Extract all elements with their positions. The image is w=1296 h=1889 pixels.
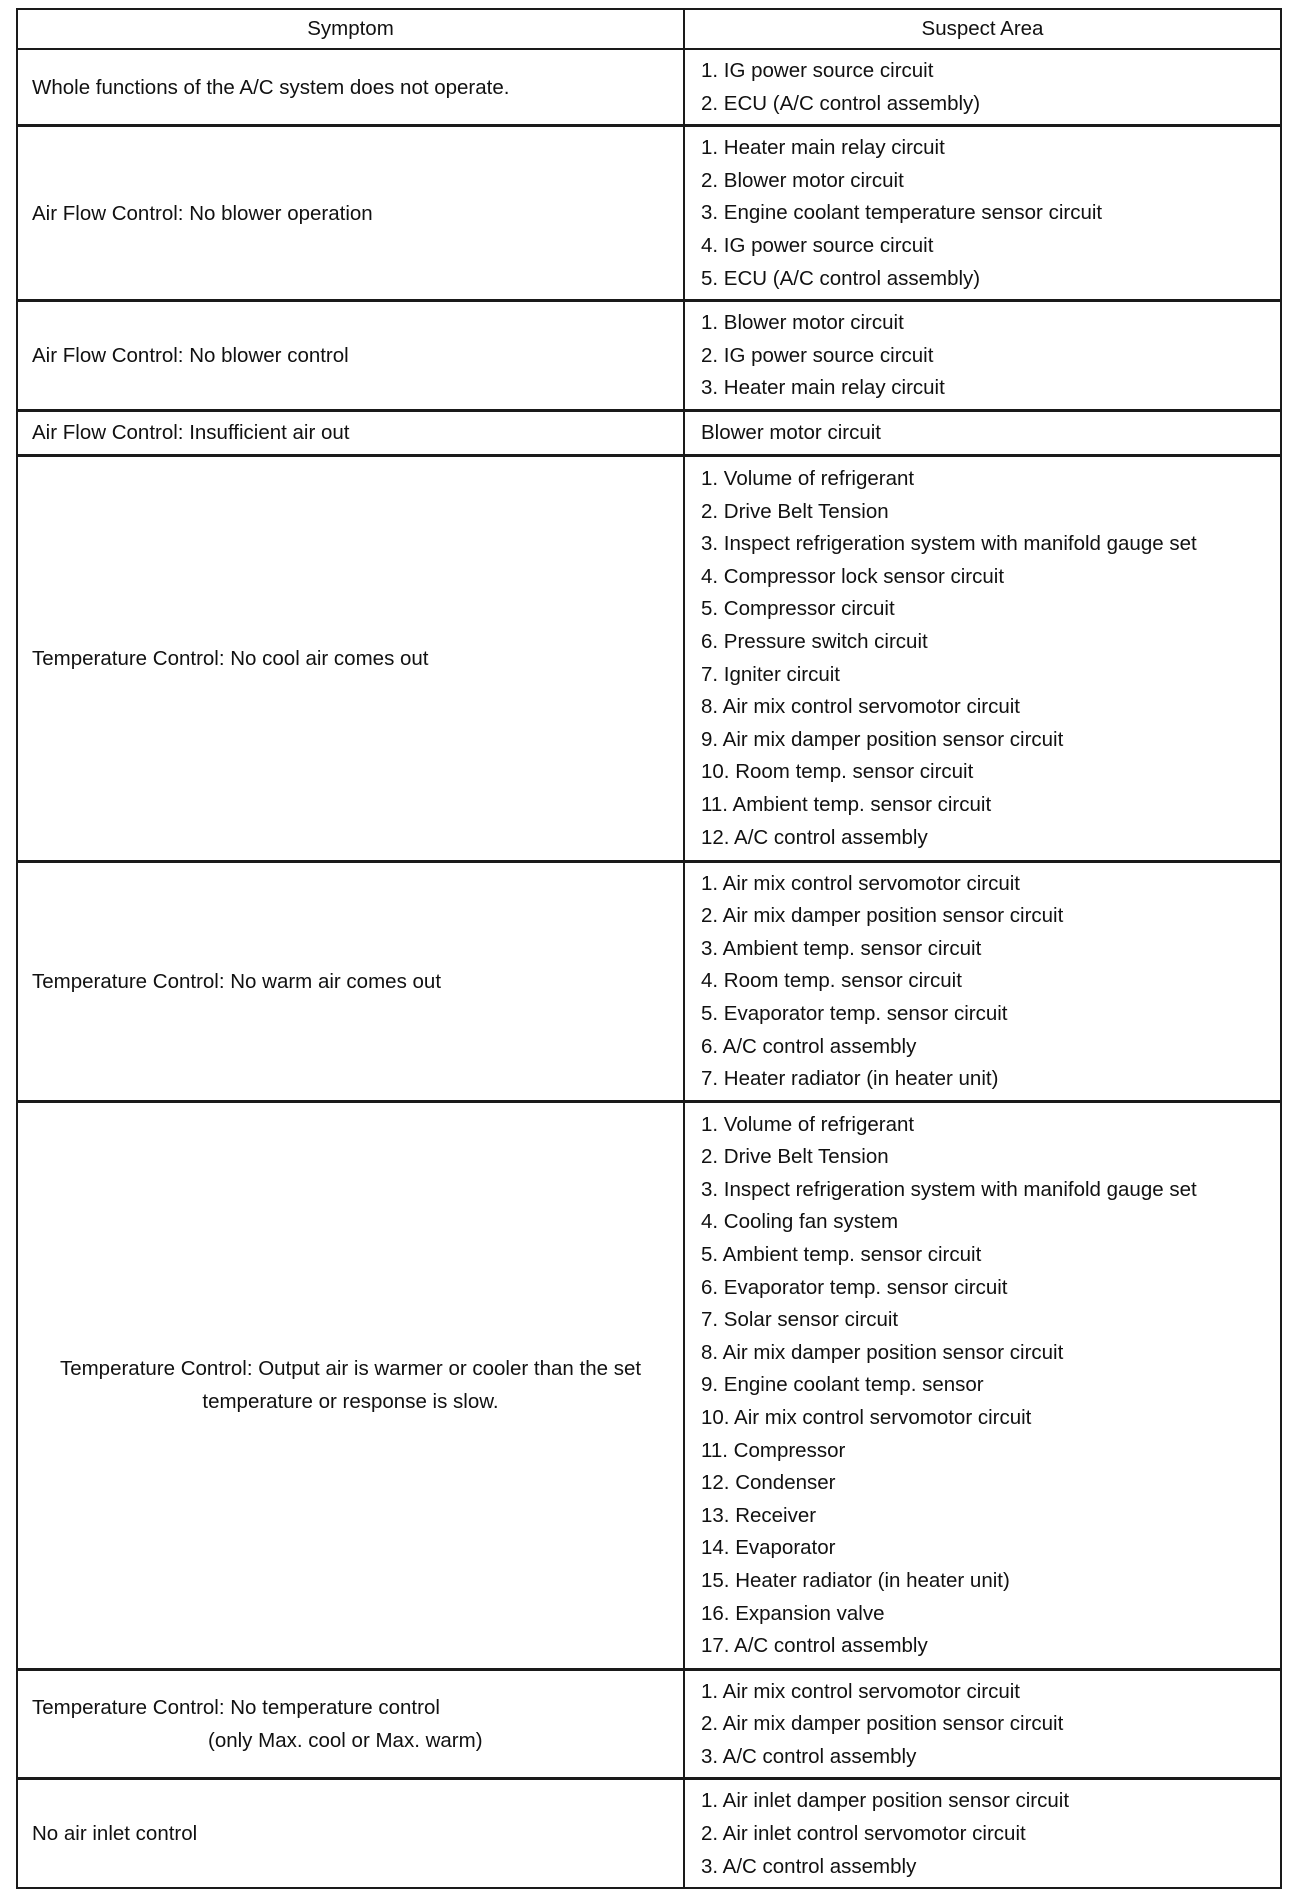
suspect-area-cell bbox=[684, 49, 1281, 126]
suspect-item: 14. Evaporator bbox=[701, 1536, 836, 1560]
table-row bbox=[17, 126, 1281, 301]
suspect-item: 10. Room temp. sensor circuit bbox=[701, 760, 974, 784]
table-row bbox=[17, 861, 1281, 1101]
suspect-item: 7. Heater radiator (in heater unit) bbox=[701, 1067, 999, 1091]
suspect-item: 9. Air mix damper position sensor circuit bbox=[701, 727, 1064, 751]
suspect-item: 1. Volume of refrigerant bbox=[701, 466, 915, 490]
symptom-text: Air Flow Control: No blower control bbox=[32, 344, 349, 368]
suspect-item: 2. IG power source circuit bbox=[701, 343, 934, 367]
symptom-text: Temperature Control: No warm air comes out bbox=[32, 969, 442, 993]
suspect-item: Blower motor circuit bbox=[701, 420, 881, 444]
symptom-text-continued: temperature or response is slow. bbox=[202, 1390, 499, 1414]
suspect-item: 10. Air mix control servomotor circuit bbox=[701, 1405, 1032, 1429]
suspect-item: 5. Evaporator temp. sensor circuit bbox=[701, 1001, 1008, 1025]
suspect-area-cell bbox=[684, 1101, 1281, 1669]
suspect-area-cell bbox=[684, 410, 1281, 455]
suspect-item: 2. Air inlet control servomotor circuit bbox=[701, 1822, 1026, 1846]
suspect-item: 8. Air mix control servomotor circuit bbox=[701, 695, 1020, 719]
symptom-cell bbox=[17, 1669, 684, 1779]
table-row bbox=[17, 1669, 1281, 1779]
suspect-item: 8. Air mix damper position sensor circuit bbox=[701, 1340, 1064, 1364]
suspect-item: 2. Blower motor circuit bbox=[701, 168, 904, 192]
suspect-item: 7. Solar sensor circuit bbox=[701, 1308, 899, 1332]
table-header-row bbox=[17, 9, 1281, 49]
suspect-item: 3. Engine coolant temperature sensor circuit bbox=[701, 201, 1103, 225]
suspect-item: 4. Room temp. sensor circuit bbox=[701, 969, 962, 993]
suspect-item: 4. Compressor lock sensor circuit bbox=[701, 564, 1005, 588]
suspect-item: 11. Compressor bbox=[701, 1438, 846, 1462]
suspect-area-cell bbox=[684, 126, 1281, 301]
suspect-item: 1. Blower motor circuit bbox=[701, 311, 904, 335]
suspect-item: 6. Evaporator temp. sensor circuit bbox=[701, 1275, 1008, 1299]
suspect-item: 5. Compressor circuit bbox=[701, 597, 895, 621]
symptom-text-continued: (only Max. cool or Max. warm) bbox=[208, 1729, 483, 1753]
suspect-item: 2. Drive Belt Tension bbox=[701, 1145, 889, 1169]
symptom-text: Temperature Control: Output air is warmer or cooler than the set bbox=[59, 1357, 642, 1381]
symptom-cell bbox=[17, 301, 684, 411]
suspect-item: 12. A/C control assembly bbox=[701, 825, 928, 849]
suspect-area-cell bbox=[684, 1669, 1281, 1779]
symptom-text: No air inlet control bbox=[32, 1822, 198, 1846]
suspect-item: 5. Ambient temp. sensor circuit bbox=[701, 1243, 982, 1267]
symptom-cell bbox=[17, 410, 684, 455]
table-row bbox=[17, 301, 1281, 411]
symptom-text: Air Flow Control: No blower operation bbox=[32, 201, 373, 225]
suspect-item: 2. Air mix damper position sensor circuit bbox=[701, 1712, 1064, 1736]
suspect-area-cell bbox=[684, 301, 1281, 411]
symptom-cell bbox=[17, 49, 684, 126]
suspect-item: 1. IG power source circuit bbox=[701, 59, 934, 82]
suspect-item: 4. IG power source circuit bbox=[701, 233, 934, 257]
suspect-item: 3. A/C control assembly bbox=[701, 1854, 917, 1878]
suspect-item: 9. Engine coolant temp. sensor bbox=[701, 1373, 984, 1397]
symptom-text: Temperature Control: No cool air comes out bbox=[32, 646, 429, 670]
table-row bbox=[17, 1101, 1281, 1669]
suspect-item: 6. A/C control assembly bbox=[701, 1034, 917, 1058]
symptom-cell bbox=[17, 126, 684, 301]
symptom-cell bbox=[17, 861, 684, 1101]
symptom-cell bbox=[17, 1101, 684, 1669]
suspect-item: 1. Volume of refrigerant bbox=[701, 1112, 915, 1136]
suspect-item: 16. Expansion valve bbox=[701, 1601, 885, 1625]
suspect-area-cell bbox=[684, 455, 1281, 861]
suspect-item: 13. Receiver bbox=[701, 1503, 817, 1527]
suspect-item: 7. Igniter circuit bbox=[701, 662, 840, 686]
suspect-item: 1. Heater main relay circuit bbox=[701, 136, 945, 160]
suspect-item: 3. Ambient temp. sensor circuit bbox=[701, 936, 982, 960]
suspect-item: 12. Condenser bbox=[701, 1471, 836, 1495]
suspect-item: 3. Inspect refrigeration system with manifold gauge set bbox=[701, 532, 1197, 556]
symptom-cell bbox=[17, 455, 684, 861]
table-row bbox=[17, 1779, 1281, 1888]
suspect-area-cell bbox=[684, 861, 1281, 1101]
suspect-item: 3. Heater main relay circuit bbox=[701, 376, 945, 400]
suspect-item: 4. Cooling fan system bbox=[701, 1210, 899, 1234]
suspect-area-column-header: Suspect Area bbox=[684, 9, 1281, 49]
suspect-item: 3. A/C control assembly bbox=[701, 1744, 917, 1768]
suspect-item: 17. A/C control assembly bbox=[701, 1634, 928, 1658]
suspect-item: 6. Pressure switch circuit bbox=[701, 629, 928, 653]
symptom-column-header: Symptom bbox=[17, 9, 684, 49]
suspect-area-cell bbox=[684, 1779, 1281, 1888]
symptom-table bbox=[16, 8, 1282, 1889]
symptom-text: Whole functions of the A/C system does not operate. bbox=[32, 75, 510, 99]
symptom-text: Temperature Control: No temperature control bbox=[32, 1696, 440, 1720]
suspect-item: 2. Air mix damper position sensor circuit bbox=[701, 904, 1064, 928]
table-row bbox=[17, 49, 1281, 126]
suspect-item: 15. Heater radiator (in heater unit) bbox=[701, 1568, 1010, 1592]
table-row bbox=[17, 455, 1281, 861]
troubleshooting-page bbox=[16, 8, 1280, 1889]
suspect-item: 1. Air inlet damper position sensor circuit bbox=[701, 1789, 1070, 1813]
suspect-item: 1. Air mix control servomotor circuit bbox=[701, 1679, 1020, 1703]
suspect-item: 2. Drive Belt Tension bbox=[701, 499, 889, 523]
suspect-item: 3. Inspect refrigeration system with manifold gauge set bbox=[701, 1177, 1197, 1201]
table-row bbox=[17, 410, 1281, 455]
symptom-cell bbox=[17, 1779, 684, 1888]
symptom-text: Air Flow Control: Insufficient air out bbox=[32, 421, 350, 445]
suspect-item: 1. Air mix control servomotor circuit bbox=[701, 871, 1020, 895]
suspect-item: 5. ECU (A/C control assembly) bbox=[701, 266, 981, 290]
suspect-item: 2. ECU (A/C control assembly) bbox=[701, 91, 981, 115]
suspect-item: 11. Ambient temp. sensor circuit bbox=[701, 792, 992, 816]
